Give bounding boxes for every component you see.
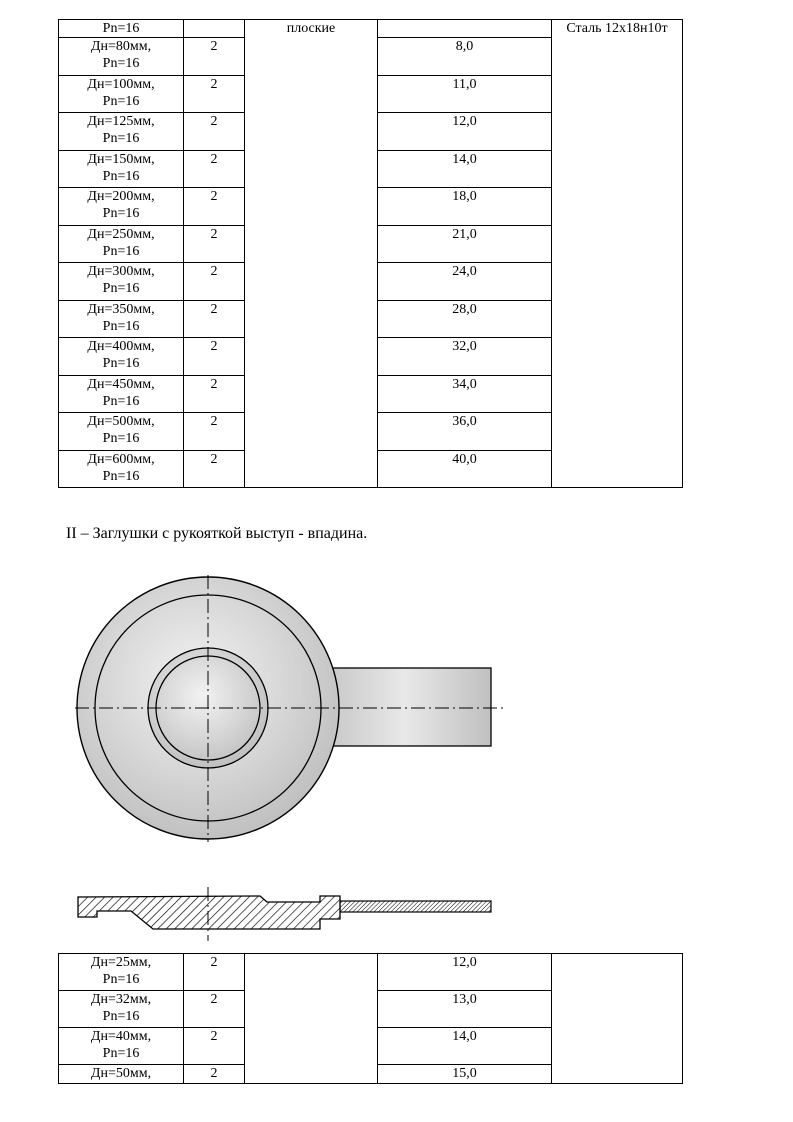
qty-cell: 2 <box>184 338 245 376</box>
size-pressure: Pn=16 <box>102 1046 140 1061</box>
size-pressure: Pn=16 <box>102 356 140 371</box>
material-cell: Сталь 12х18н10т <box>552 20 683 488</box>
type-cell: плоские <box>245 20 378 488</box>
size-pressure: Pn=16 <box>102 281 140 296</box>
size-cell <box>59 1065 184 1084</box>
size-diameter: Дн=100мм, <box>87 76 155 92</box>
mass-cell: 15,0 <box>378 1065 552 1084</box>
flange-spec-table-2 <box>58 953 683 1084</box>
qty-cell: 2 <box>184 954 245 991</box>
handle-section <box>340 901 491 912</box>
size-pressure: Pn=16 <box>102 56 140 71</box>
qty-cell: 2 <box>184 375 245 413</box>
mass-cell: 13,0 <box>378 991 552 1028</box>
qty-cell: 2 <box>184 225 245 263</box>
size-diameter: Дн=450мм, <box>87 376 155 392</box>
size-cell <box>59 954 184 991</box>
mass-cell: 34,0 <box>378 375 552 413</box>
size-diameter: Дн=25мм, <box>90 955 152 970</box>
qty-cell: 2 <box>184 113 245 151</box>
size-pressure: Pn=16 <box>102 393 140 409</box>
mass-cell: 14,0 <box>378 1028 552 1065</box>
qty-cell: 2 <box>184 1028 245 1065</box>
mass-cell: 18,0 <box>378 188 552 226</box>
qty-cell: 2 <box>184 300 245 338</box>
mass-cell: 24,0 <box>378 263 552 301</box>
size-pressure: Pn=16 <box>102 318 140 334</box>
size-pressure: Pn=16 <box>102 431 140 446</box>
size-diameter: Дн=80мм, <box>90 39 152 54</box>
size-pressure: Pn=16 <box>102 243 140 259</box>
mass-cell: 36,0 <box>378 413 552 451</box>
size-diameter: Дн=125мм, <box>87 114 155 129</box>
size-diameter: Дн=200мм, <box>87 189 155 204</box>
size-pressure: Pn=16 <box>102 206 140 221</box>
mass-cell: 28,0 <box>378 300 552 338</box>
size-diameter: Дн=400мм, <box>87 339 155 354</box>
size-diameter: Дн=40мм, <box>90 1029 152 1044</box>
size-pressure: Pn=16 <box>102 131 140 146</box>
qty-cell: 2 <box>184 450 245 488</box>
handle-top-view <box>318 668 491 746</box>
qty-cell: 2 <box>184 263 245 301</box>
size-pressure: Pn=16 <box>102 168 140 184</box>
size-diameter: Дн=600мм, <box>87 451 155 467</box>
mass-cell: 12,0 <box>378 954 552 991</box>
qty-cell: 2 <box>184 38 245 76</box>
size-pressure: Pn=16 <box>102 468 140 484</box>
qty-cell: 2 <box>184 991 245 1028</box>
mass-cell: 21,0 <box>378 225 552 263</box>
size-pressure: Pn=16 <box>102 93 140 109</box>
size-diameter: Дн=50мм, <box>90 1066 152 1081</box>
qty-cell: 2 <box>184 188 245 226</box>
size-cell: Pn=16 <box>59 20 184 38</box>
size-diameter: Дн=300мм, <box>87 264 155 279</box>
qty-cell: 2 <box>184 150 245 188</box>
plug-section <box>78 896 340 929</box>
table-row <box>59 954 683 991</box>
mass-cell: 40,0 <box>378 450 552 488</box>
table-2-body <box>59 954 683 1084</box>
size-pressure: Pn=16 <box>102 1009 140 1024</box>
mass-cell: 11,0 <box>378 75 552 113</box>
mass-cell: 32,0 <box>378 338 552 376</box>
size-diameter: Дн=350мм, <box>87 301 155 317</box>
section-caption: II – Заглушки с рукояткой выступ - впадина. <box>66 525 368 542</box>
qty-cell: 2 <box>184 413 245 451</box>
mass-cell: 8,0 <box>378 38 552 76</box>
size-diameter: Дн=150мм, <box>87 151 155 167</box>
qty-cell: 2 <box>184 1065 245 1084</box>
mass-cell: 12,0 <box>378 113 552 151</box>
size-diameter: Дн=250мм, <box>87 226 155 242</box>
size-diameter: Дн=500мм, <box>87 414 155 429</box>
material-cell <box>552 954 683 1084</box>
qty-cell: 2 <box>184 75 245 113</box>
mass-cell: 14,0 <box>378 150 552 188</box>
size-cell <box>59 1028 184 1065</box>
size-cell <box>59 991 184 1028</box>
size-pressure: Pn=16 <box>102 972 140 987</box>
size-diameter: Дн=32мм, <box>90 992 152 1007</box>
type-cell <box>245 954 378 1084</box>
